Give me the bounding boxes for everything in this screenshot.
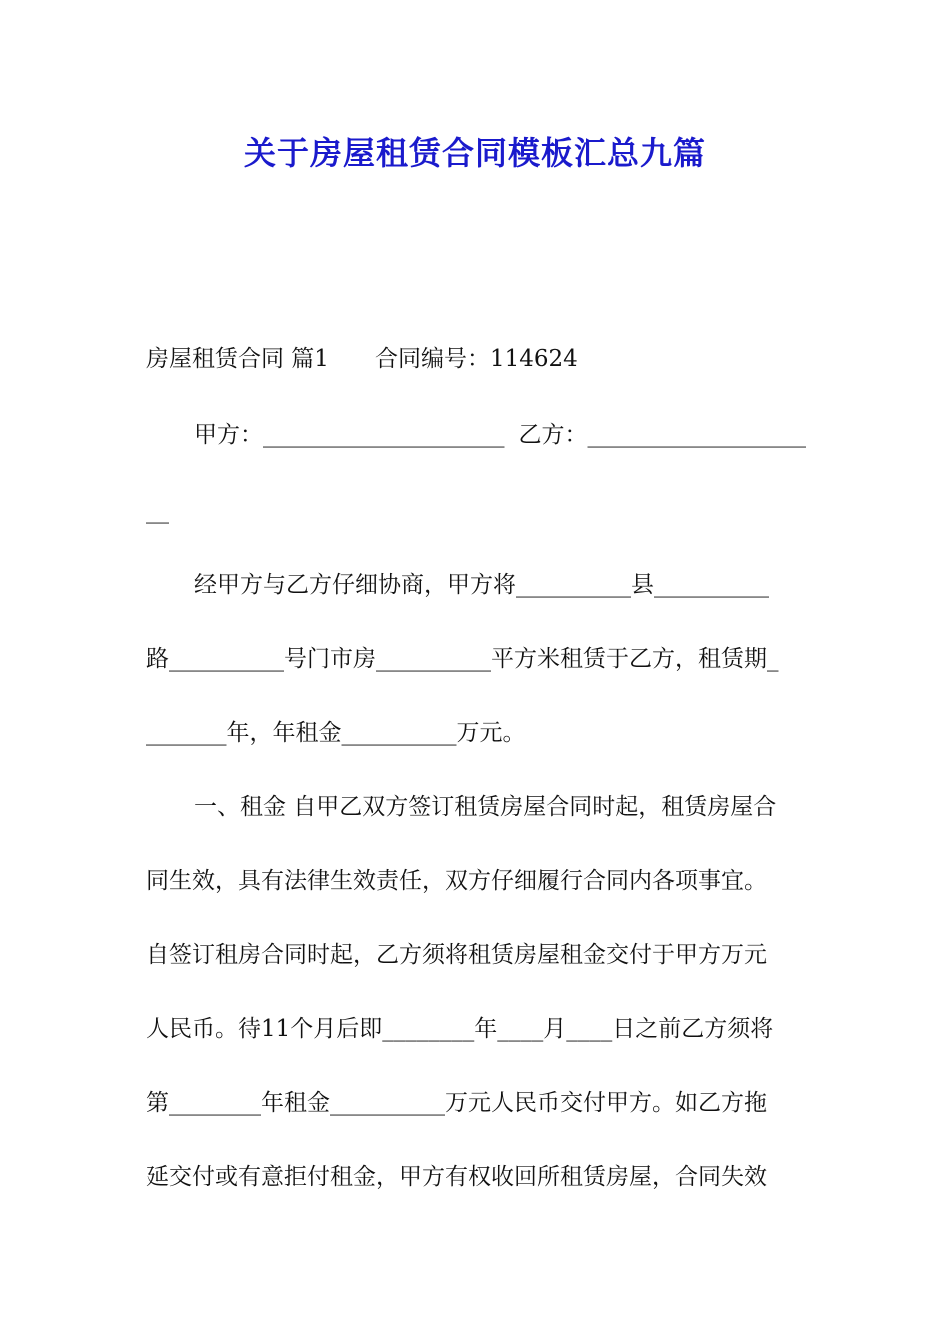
clause-rent-line: 一、租金 自甲乙双方签订租赁房屋合同时起，租赁房屋合 — [194, 794, 777, 820]
paragraph-line: 路__________号门市房__________平方米租赁于乙方，租赁期_ — [146, 646, 779, 672]
paragraph-line: 延交付或有意拒付租金，甲方有权收回所租赁房屋，合同失效 — [146, 1164, 767, 1190]
paragraph-line: 人民币。待11个月后即________年____月____日之前乙方须将 — [146, 1016, 774, 1042]
paragraph-line: 同生效，具有法律生效责任，双方仔细履行合同内各项事宜。 — [146, 868, 767, 894]
party-b-field: 乙方：___________________ — [518, 422, 806, 448]
page-title: 关于房屋租赁合同模板汇总九篇 — [243, 134, 706, 172]
section-heading-line — [146, 342, 816, 376]
paragraph-line: _______年，年租金__________万元。 — [146, 720, 526, 746]
parties-line — [146, 418, 864, 452]
paragraph-line: 第________年租金__________万元人民币交付甲方。如乙方拖 — [146, 1090, 767, 1116]
section-heading: 房屋租赁合同 篇1 — [146, 346, 329, 372]
parties-overflow-line: __ — [146, 498, 169, 524]
paragraph-line: 经甲方与乙方仔细协商，甲方将__________县__________ — [194, 572, 769, 598]
contract-number: 合同编号：114624 — [374, 346, 578, 372]
party-a-field: 甲方：_____________________ — [194, 422, 505, 448]
paragraph-line: 自签订租房合同时起，乙方须将租赁房屋租金交付于甲方万元 — [146, 942, 767, 968]
